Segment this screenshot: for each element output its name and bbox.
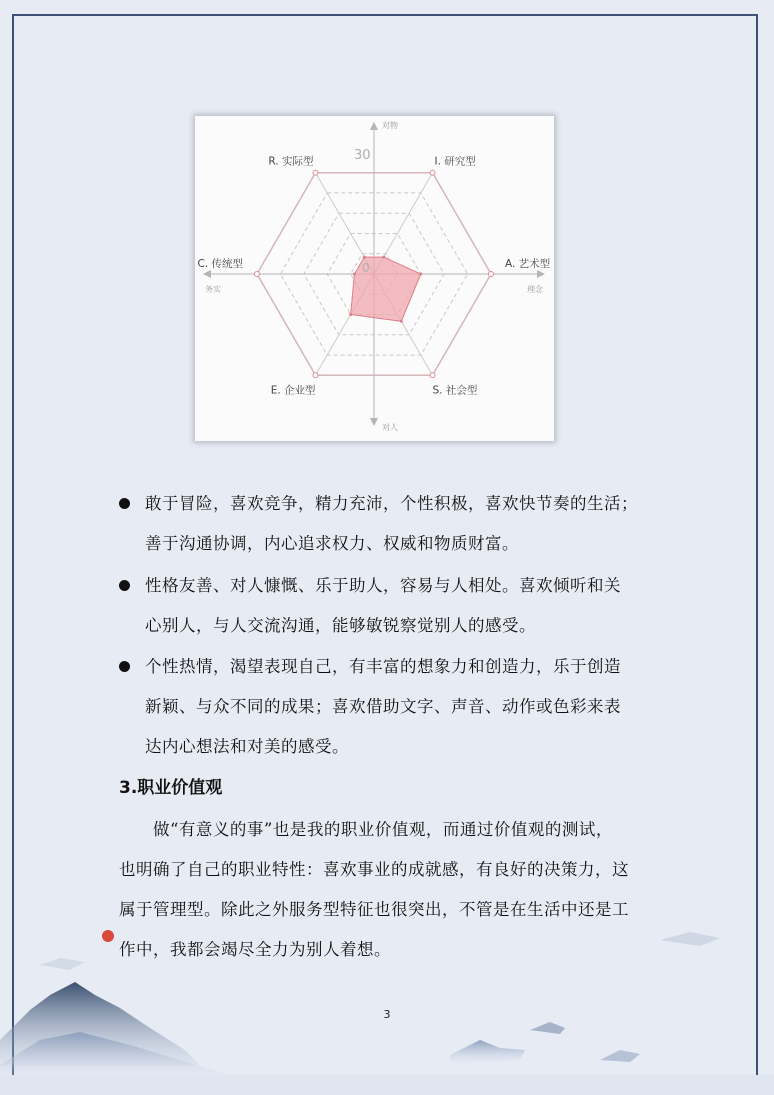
radar-data-point (382, 256, 385, 259)
radar-chart-svg (195, 116, 554, 441)
radar-data-point (400, 320, 403, 323)
list-item-line: 善于沟通协调，内心追求权力、权威和物质财富。 (145, 534, 519, 553)
radar-category-label: I. 研究型 (434, 155, 476, 168)
list-item-line: 新颖、与众不同的成果；喜欢借助文字、声音、动作或色彩来表 (145, 697, 621, 716)
arrow-right-icon (537, 270, 545, 278)
radar-category-label: R. 实际型 (268, 155, 314, 168)
radar-data-point (353, 273, 356, 276)
list-item-line: 心别人，与人交流沟通，能够敏锐察觉别人的感受。 (145, 616, 536, 635)
radar-vertex-marker (430, 170, 435, 175)
bullet-dot-icon (119, 498, 130, 509)
arrow-down-icon (370, 418, 378, 426)
radar-vertex-marker (430, 373, 435, 378)
axis-label-bottom: 对人 (382, 423, 398, 432)
list-item-line: 敢于冒险，喜欢竞争，精力充沛，个性积极，喜欢快节奏的生活； (145, 494, 638, 513)
holland-radar-chart (195, 116, 554, 441)
axis-label-top: 对物 (382, 121, 398, 130)
radar-data-point (363, 256, 366, 259)
list-item (119, 566, 664, 646)
radar-category-label: C. 传统型 (197, 258, 243, 270)
axis-label-right: 理念 (527, 285, 543, 294)
red-sun-icon (102, 930, 114, 942)
arrow-up-icon (370, 122, 378, 130)
list-item-line: 达内心想法和对美的感受。 (145, 737, 349, 756)
section-paragraph (119, 810, 664, 970)
arrow-left-icon (203, 270, 211, 278)
list-item (119, 647, 664, 767)
radar-category-label: S. 社会型 (432, 384, 478, 397)
radar-category-label: E. 企业型 (270, 384, 316, 397)
radar-vertex-marker (255, 272, 260, 277)
bullet-dot-icon (119, 580, 130, 591)
axis-label-left: 务实 (205, 285, 221, 294)
section-heading: 3.职业价值观 (119, 778, 223, 798)
list-item (119, 484, 664, 564)
list-item-line: 个性热情，渴望表现自己，有丰富的想象力和创造力，乐于创造 (145, 657, 621, 676)
paragraph-line: 也明确了自己的职业特性：喜欢事业的成就感，有良好的决策力，这 (119, 860, 629, 879)
bullet-dot-icon (119, 661, 130, 672)
list-item-line: 性格友善、对人慷慨、乐于助人，容易与人相处。喜欢倾听和关 (145, 576, 621, 595)
radar-data-point (419, 273, 422, 276)
paragraph-line: 做“有意义的事”也是我的职业价值观，而通过价值观的测试， (153, 820, 613, 839)
page-number: 3 (383, 1008, 391, 1021)
radar-data-point (349, 313, 352, 316)
radar-vertex-marker (313, 373, 318, 378)
radar-category-label: A. 艺术型 (505, 258, 551, 270)
scale-label-min: 0 (362, 261, 370, 275)
paragraph-line: 作中，我都会竭尽全力为别人着想。 (119, 940, 391, 959)
paragraph-line: 属于管理型。除此之外服务型特征也很突出，不管是在生活中还是工 (119, 900, 629, 919)
scale-label-max: 30 (354, 148, 371, 163)
radar-vertex-marker (489, 272, 494, 277)
radar-vertex-marker (313, 170, 318, 175)
